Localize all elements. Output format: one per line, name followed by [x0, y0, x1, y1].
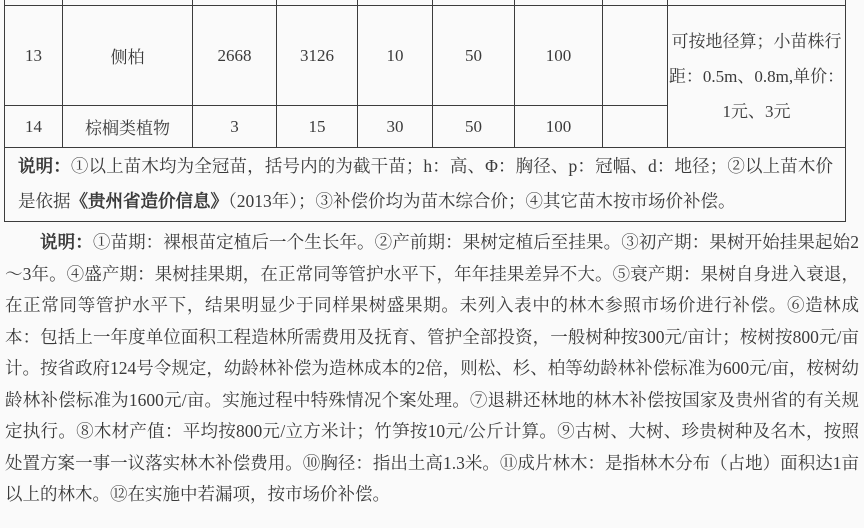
cell-value: 100: [515, 106, 603, 148]
table-row-13: [5, 6, 846, 106]
cell-value: 50: [433, 106, 515, 148]
cell-seq-no: 13: [5, 6, 63, 106]
text-segment: ①以上苗木均为全冠苗，括号内的为截干苗；h：高、Φ：胸径、p：冠幅、d：地径；②以上苗木价是依据: [18, 156, 833, 211]
cell-value: 100: [515, 6, 603, 106]
cell-value: 3: [193, 106, 277, 148]
notes-paragraph: [0, 222, 864, 511]
cell-empty: [603, 106, 668, 148]
cell-value: 15: [277, 106, 358, 148]
table-note-row: [5, 148, 846, 222]
seedling-compensation-table: [4, 0, 846, 222]
bold-text-segment: 《贵州省造价信息》: [70, 191, 228, 211]
bold-text-segment: 说明：: [18, 156, 71, 176]
cell-value: 30: [358, 106, 433, 148]
cell-value: 3126: [277, 6, 358, 106]
cell-value: 10: [358, 6, 433, 106]
cell-empty: [603, 6, 668, 106]
cell-species-name: 侧柏: [63, 6, 193, 106]
bold-text-segment: 说明：: [40, 232, 93, 252]
text-segment: （2013年）；③补偿价均为苗木综合价；④其它苗木按市场价补偿。: [228, 191, 736, 211]
text-segment: ①苗期：裸根苗定植后一个生长年。②产前期：果树定植后至挂果。③初产期：果树开始挂果起始2～3年。④盛产期：果树挂果期，在正常同等管护水平下，年年挂果差异不大。⑤衰产期：果树自身进入衰退，在正常同等管护水平下，结果明显少于同样果树盛果期。未列入表中的林木参照市场价进行补偿。⑥造林成本：包括上一年度单位面积工程造林所需费用及抚育、管护全部投资，一般树种按300元/亩计；桉树按800元/亩计。按省政府124号令规定，幼龄林补偿为造林成本的2倍，则松、杉、柏等幼龄林补偿标准为600元/亩，桉树幼龄林补偿标准为1600元/亩。实施过程中特殊情况个案处理。⑦退耕还林地的林木补偿按国家及贵州省的有关规定执行。⑧木材产值：平均按800元/立方米计；竹笋按10元/公斤计算。⑨古树、大树、珍贵树种及名木，按照处置方案一事一议落实林木补偿费用。⑩胸径：指出土高1.3米。⑪成片林木：是指林木分布（占地）面积达1亩以上的林木。⑫在实施中若漏项，按市场价补偿。: [5, 232, 859, 504]
cell-value: 2668: [193, 6, 277, 106]
cell-species-name: 棕榈类植物: [63, 106, 193, 148]
cell-seq-no: 14: [5, 106, 63, 148]
cell-remark: 可按地径算；小苗株行距：0.5m、0.8m,单价：1元、3元: [668, 6, 846, 148]
table-container: [4, 0, 846, 222]
cell-value: 50: [433, 6, 515, 106]
table-note-text: [5, 148, 846, 222]
